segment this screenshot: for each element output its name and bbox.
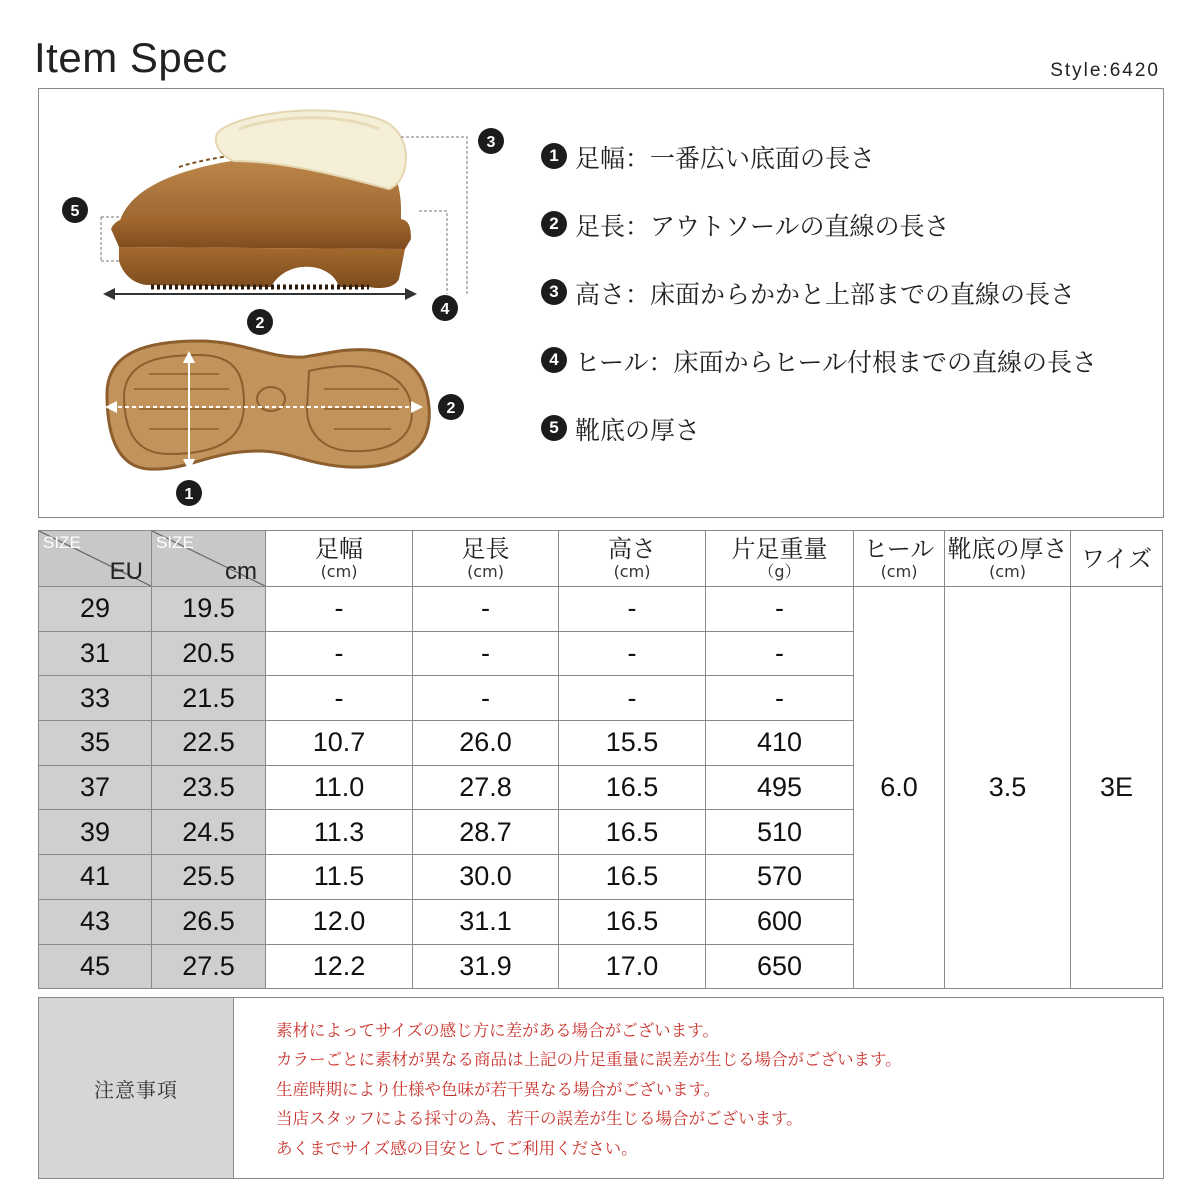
legend-item (541, 343, 1097, 411)
number-2-icon: 2 (541, 211, 567, 237)
cell-cm: 25.5 (152, 855, 266, 900)
cell-length: - (413, 631, 559, 676)
svg-text:3: 3 (486, 134, 496, 151)
svg-text:5: 5 (70, 203, 80, 220)
cell-height: 15.5 (559, 721, 706, 766)
legend-text: 足長：アウトソールの直線の長さ (575, 212, 950, 241)
legend-text: 足幅：一番広い底面の長さ (575, 144, 876, 173)
note-line: カラーごとに素材が異なる商品は上記の片足重量に誤差が生じる場合がございます。 (276, 1050, 902, 1070)
legend-text: 高さ：床面からかかと上部までの直線の長さ (575, 280, 1076, 309)
cell-length: 27.8 (413, 765, 559, 810)
header-sole-thickness: 靴底の厚さ (cm) (945, 531, 1071, 587)
header-width: 足幅 (cm) (266, 531, 413, 587)
number-4-icon: 4 (541, 347, 567, 373)
marker-3 (478, 128, 504, 154)
cell-weight: 510 (706, 810, 854, 855)
corner-eu-bottom: EU (109, 558, 143, 585)
note-line: 当店スタッフによる採寸の為、若干の誤差が生じる場合がございます。 (276, 1109, 803, 1129)
measurement-legend (541, 139, 1097, 479)
legend-item (541, 139, 1097, 207)
marker-1 (176, 480, 202, 506)
svg-text:1: 1 (184, 486, 194, 503)
header-heel: ヒール (cm) (854, 531, 945, 587)
marker-2-sole (438, 394, 464, 420)
cell-eu: 31 (39, 631, 152, 676)
cell-eu: 37 (39, 765, 152, 810)
cell-width: - (266, 587, 413, 632)
shoe-side-view (111, 110, 411, 288)
note-line: あくまでサイズ感の目安としてご利用ください。 (276, 1138, 638, 1158)
cell-height: 17.0 (559, 944, 706, 989)
svg-text:2: 2 (446, 400, 456, 417)
cell-cm: 21.5 (152, 676, 266, 721)
marker-5 (62, 197, 88, 223)
cell-weight: 570 (706, 855, 854, 900)
cell-weight: - (706, 676, 854, 721)
cell-cm: 22.5 (152, 721, 266, 766)
note-line: 生産時期により仕様や色味が若干異なる場合がございます。 (276, 1079, 721, 1099)
legend-text: ヒール：床面からヒール付根までの直線の長さ (575, 348, 1098, 377)
cell-width: 11.3 (266, 810, 413, 855)
cell-width: 10.7 (266, 721, 413, 766)
notes-box (38, 997, 1164, 1179)
spec-box (38, 88, 1164, 518)
cell-weight: 600 (706, 899, 854, 944)
cell-cm: 23.5 (152, 765, 266, 810)
cell-width: - (266, 676, 413, 721)
cell-eu: 35 (39, 721, 152, 766)
cell-eu: 39 (39, 810, 152, 855)
header-length: 足長 (cm) (413, 531, 559, 587)
number-3-icon: 3 (541, 279, 567, 305)
cell-width: 12.2 (266, 944, 413, 989)
cell-height: - (559, 587, 706, 632)
header-wise: ワイズ (1071, 531, 1163, 587)
cell-eu: 45 (39, 944, 152, 989)
cell-height: 16.5 (559, 899, 706, 944)
cell-height: - (559, 631, 706, 676)
cell-length: - (413, 676, 559, 721)
cell-length: 26.0 (413, 721, 559, 766)
number-5-icon: 5 (541, 415, 567, 441)
page-title: Item Spec (34, 34, 228, 81)
cell-weight: 410 (706, 721, 854, 766)
corner-size-cm (152, 531, 266, 587)
corner-cm-top: SIZE (156, 533, 194, 552)
cell-cm: 26.5 (152, 899, 266, 944)
legend-item (541, 275, 1097, 343)
cell-cm: 20.5 (152, 631, 266, 676)
number-1-icon: 1 (541, 143, 567, 169)
cell-eu: 29 (39, 587, 152, 632)
marker-4 (432, 295, 458, 321)
corner-eu-top: SIZE (43, 533, 81, 552)
notes-body (233, 998, 1163, 1178)
cell-sole-thickness: 3.5 (945, 587, 1071, 989)
cell-wise: 3E (1071, 587, 1163, 989)
cell-height: 16.5 (559, 855, 706, 900)
cell-width: 12.0 (266, 899, 413, 944)
corner-size-eu (39, 531, 152, 587)
cell-width: - (266, 631, 413, 676)
legend-item (541, 411, 1097, 479)
marker-2-side (247, 309, 273, 335)
size-table (38, 530, 1163, 989)
cell-weight: 650 (706, 944, 854, 989)
cell-length: 31.1 (413, 899, 559, 944)
corner-cm-bottom: cm (225, 558, 257, 585)
cell-weight: - (706, 631, 854, 676)
length-arrow-side (103, 288, 417, 300)
cell-height: 16.5 (559, 810, 706, 855)
cell-height: 16.5 (559, 765, 706, 810)
header-weight: 片足重量 （g） (706, 531, 854, 587)
style-code: Style:6420 (1050, 60, 1160, 81)
cell-eu: 33 (39, 676, 152, 721)
cell-length: 30.0 (413, 855, 559, 900)
cell-width: 11.0 (266, 765, 413, 810)
svg-text:2: 2 (255, 315, 265, 332)
cell-weight: - (706, 587, 854, 632)
cell-cm: 24.5 (152, 810, 266, 855)
cell-length: 31.9 (413, 944, 559, 989)
cell-height: - (559, 676, 706, 721)
cell-length: - (413, 587, 559, 632)
note-line: 素材によってサイズの感じ方に差がある場合がございます。 (276, 1021, 719, 1040)
header-height: 高さ (cm) (559, 531, 706, 587)
table-row (39, 587, 1163, 632)
svg-text:4: 4 (440, 301, 450, 318)
shoe-diagram (39, 89, 519, 517)
cell-heel: 6.0 (854, 587, 945, 989)
cell-eu: 43 (39, 899, 152, 944)
cell-cm: 19.5 (152, 587, 266, 632)
notes-heading: 注意事項 (39, 998, 233, 1178)
cell-eu: 41 (39, 855, 152, 900)
legend-item (541, 207, 1097, 275)
shoe-sole-view (107, 341, 429, 469)
cell-width: 11.5 (266, 855, 413, 900)
cell-length: 28.7 (413, 810, 559, 855)
cell-weight: 495 (706, 765, 854, 810)
legend-text: 靴底の厚さ (575, 416, 701, 445)
cell-cm: 27.5 (152, 944, 266, 989)
